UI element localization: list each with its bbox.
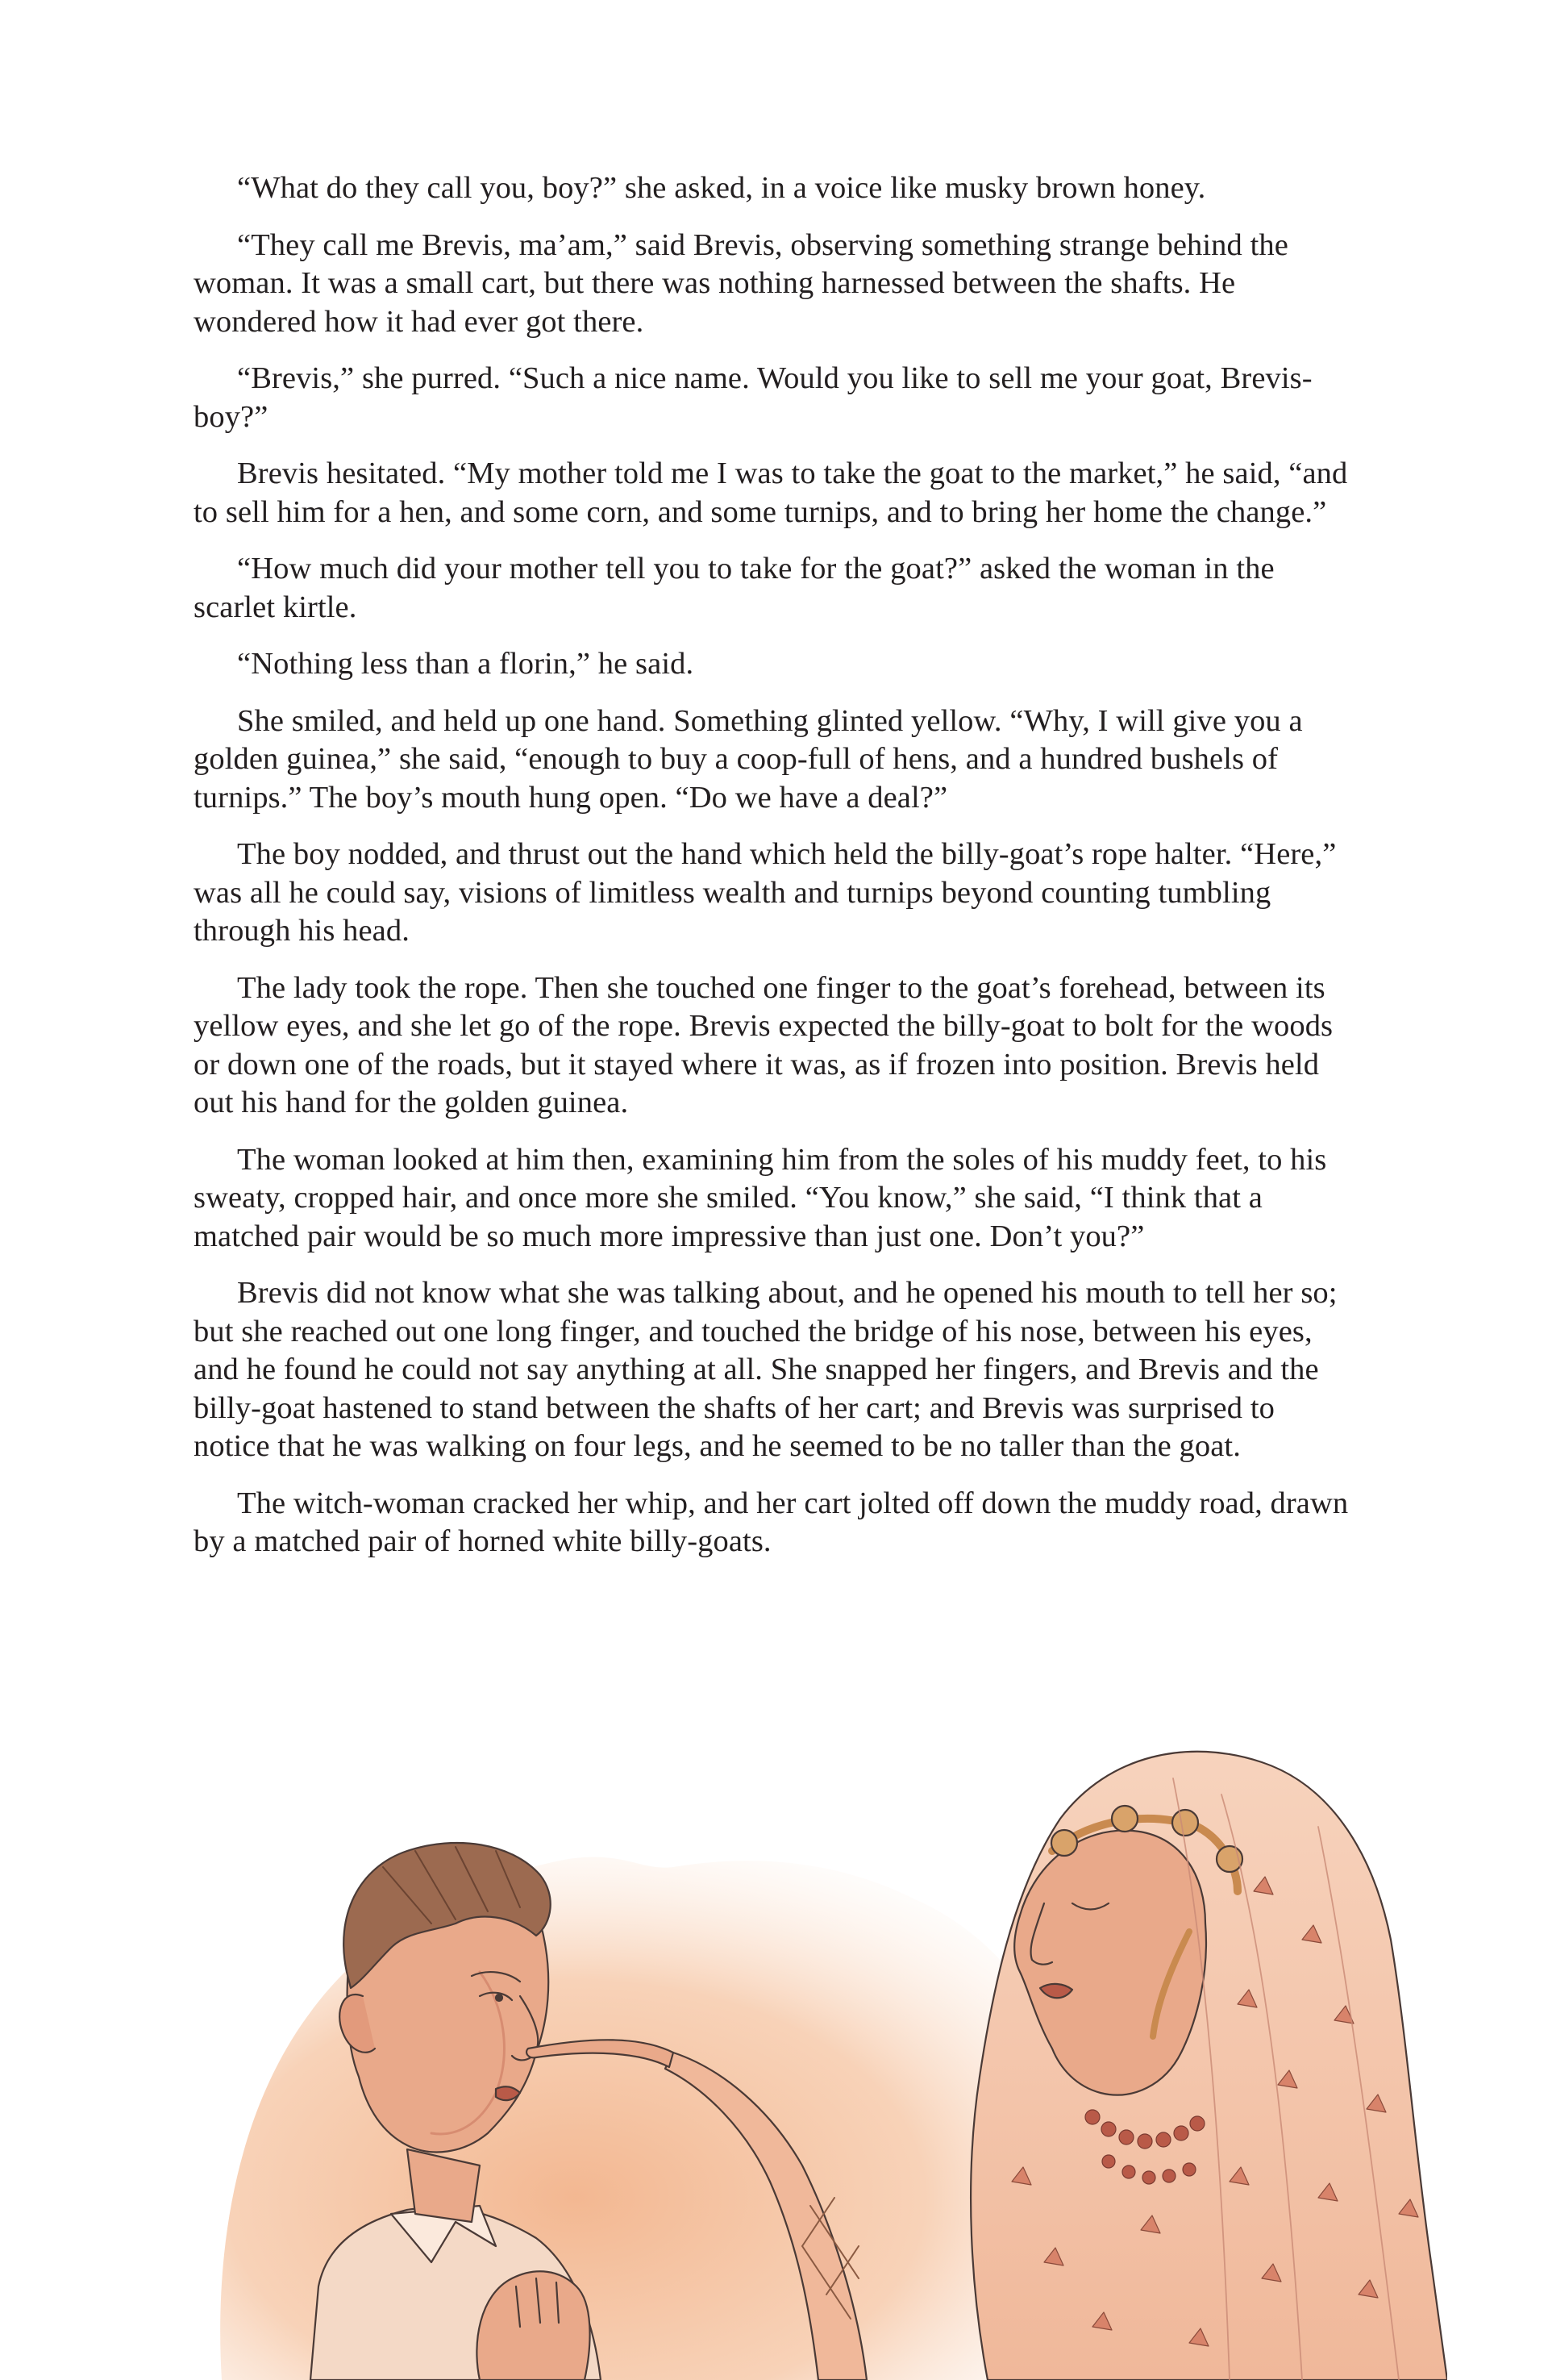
paragraph: “What do they call you, boy?” she asked, in a voice like musky brown honey. bbox=[237, 171, 1206, 205]
witch-veil bbox=[971, 1752, 1447, 2380]
paragraph: The woman looked at him then, examining him from the soles of his muddy feet, to his sweaty, cropped hair, and once more she smiled. “You know,” she said, “I think that a matched pair would be so much more impressive than just one. Don’t you?” bbox=[194, 1142, 1327, 1253]
paragraph: “Nothing less than a florin,” he said. bbox=[237, 647, 694, 681]
paragraph: She smiled, and held up one hand. Something glinted yellow. “Why, I will give you a golden guinea,” she said, “enough to buy a coop-full of hens, and a hundred bushels of turnips.” The boy’s mouth hung open. “Do we have a deal?” bbox=[194, 703, 1303, 815]
paragraph: The witch-woman cracked her whip, and her cart jolted off down the muddy road, drawn by a matched pair of horned white billy-goats. bbox=[194, 1486, 1349, 1558]
paragraph: Brevis did not know what she was talking about, and he opened his mouth to tell her so; but she reached out one long finger, and touched the bridge of his nose, between his eyes, and he found he could not say anything at all. She snapped her fingers, and Brevis and the billy-goat hastened to stand between the shafts of her cart; and Brevis was surprised to notice that he was walking on four legs, and he seemed to be no taller than the goat. bbox=[194, 1276, 1338, 1463]
story-text bbox=[194, 169, 1354, 1580]
paragraph: “They call me Brevis, ma’am,” said Brevis, observing something strange behind the woman. It was a small cart, but there was nothing harnessed between the shafts. He wondered how it had ever got there. bbox=[194, 227, 1288, 339]
illustration-svg bbox=[189, 1730, 1447, 2380]
paragraph: The lady took the rope. Then she touched one finger to the goat’s forehead, between its yellow eyes, and she let go of the rope. Brevis expected the billy-goat to bolt for the woods or down one of the roads, but it stayed where it was, as if frozen into position. Brevis held out his hand for the golden guinea. bbox=[194, 970, 1334, 1119]
paragraph: The boy nodded, and thrust out the hand which held the billy-goat’s rope halter. “Here,” was all he could say, visions of limitless wealth and turnips beyond counting tumbling through his head. bbox=[194, 837, 1337, 948]
gold-ornament bbox=[1051, 1830, 1077, 1856]
illustration-witch-and-boy bbox=[189, 1730, 1447, 2380]
paragraph: “Brevis,” she purred. “Such a nice name. Would you like to sell me your goat, Brevis-boy?” bbox=[194, 361, 1313, 434]
paragraph: “How much did your mother tell you to take for the goat?” asked the woman in the scarlet kirtle. bbox=[194, 552, 1275, 624]
paragraph: Brevis hesitated. “My mother told me I was to take the goat to the market,” he said, “and to sell him for a hen, and some corn, and some turnips, and to bring her home the change.” bbox=[194, 456, 1348, 529]
